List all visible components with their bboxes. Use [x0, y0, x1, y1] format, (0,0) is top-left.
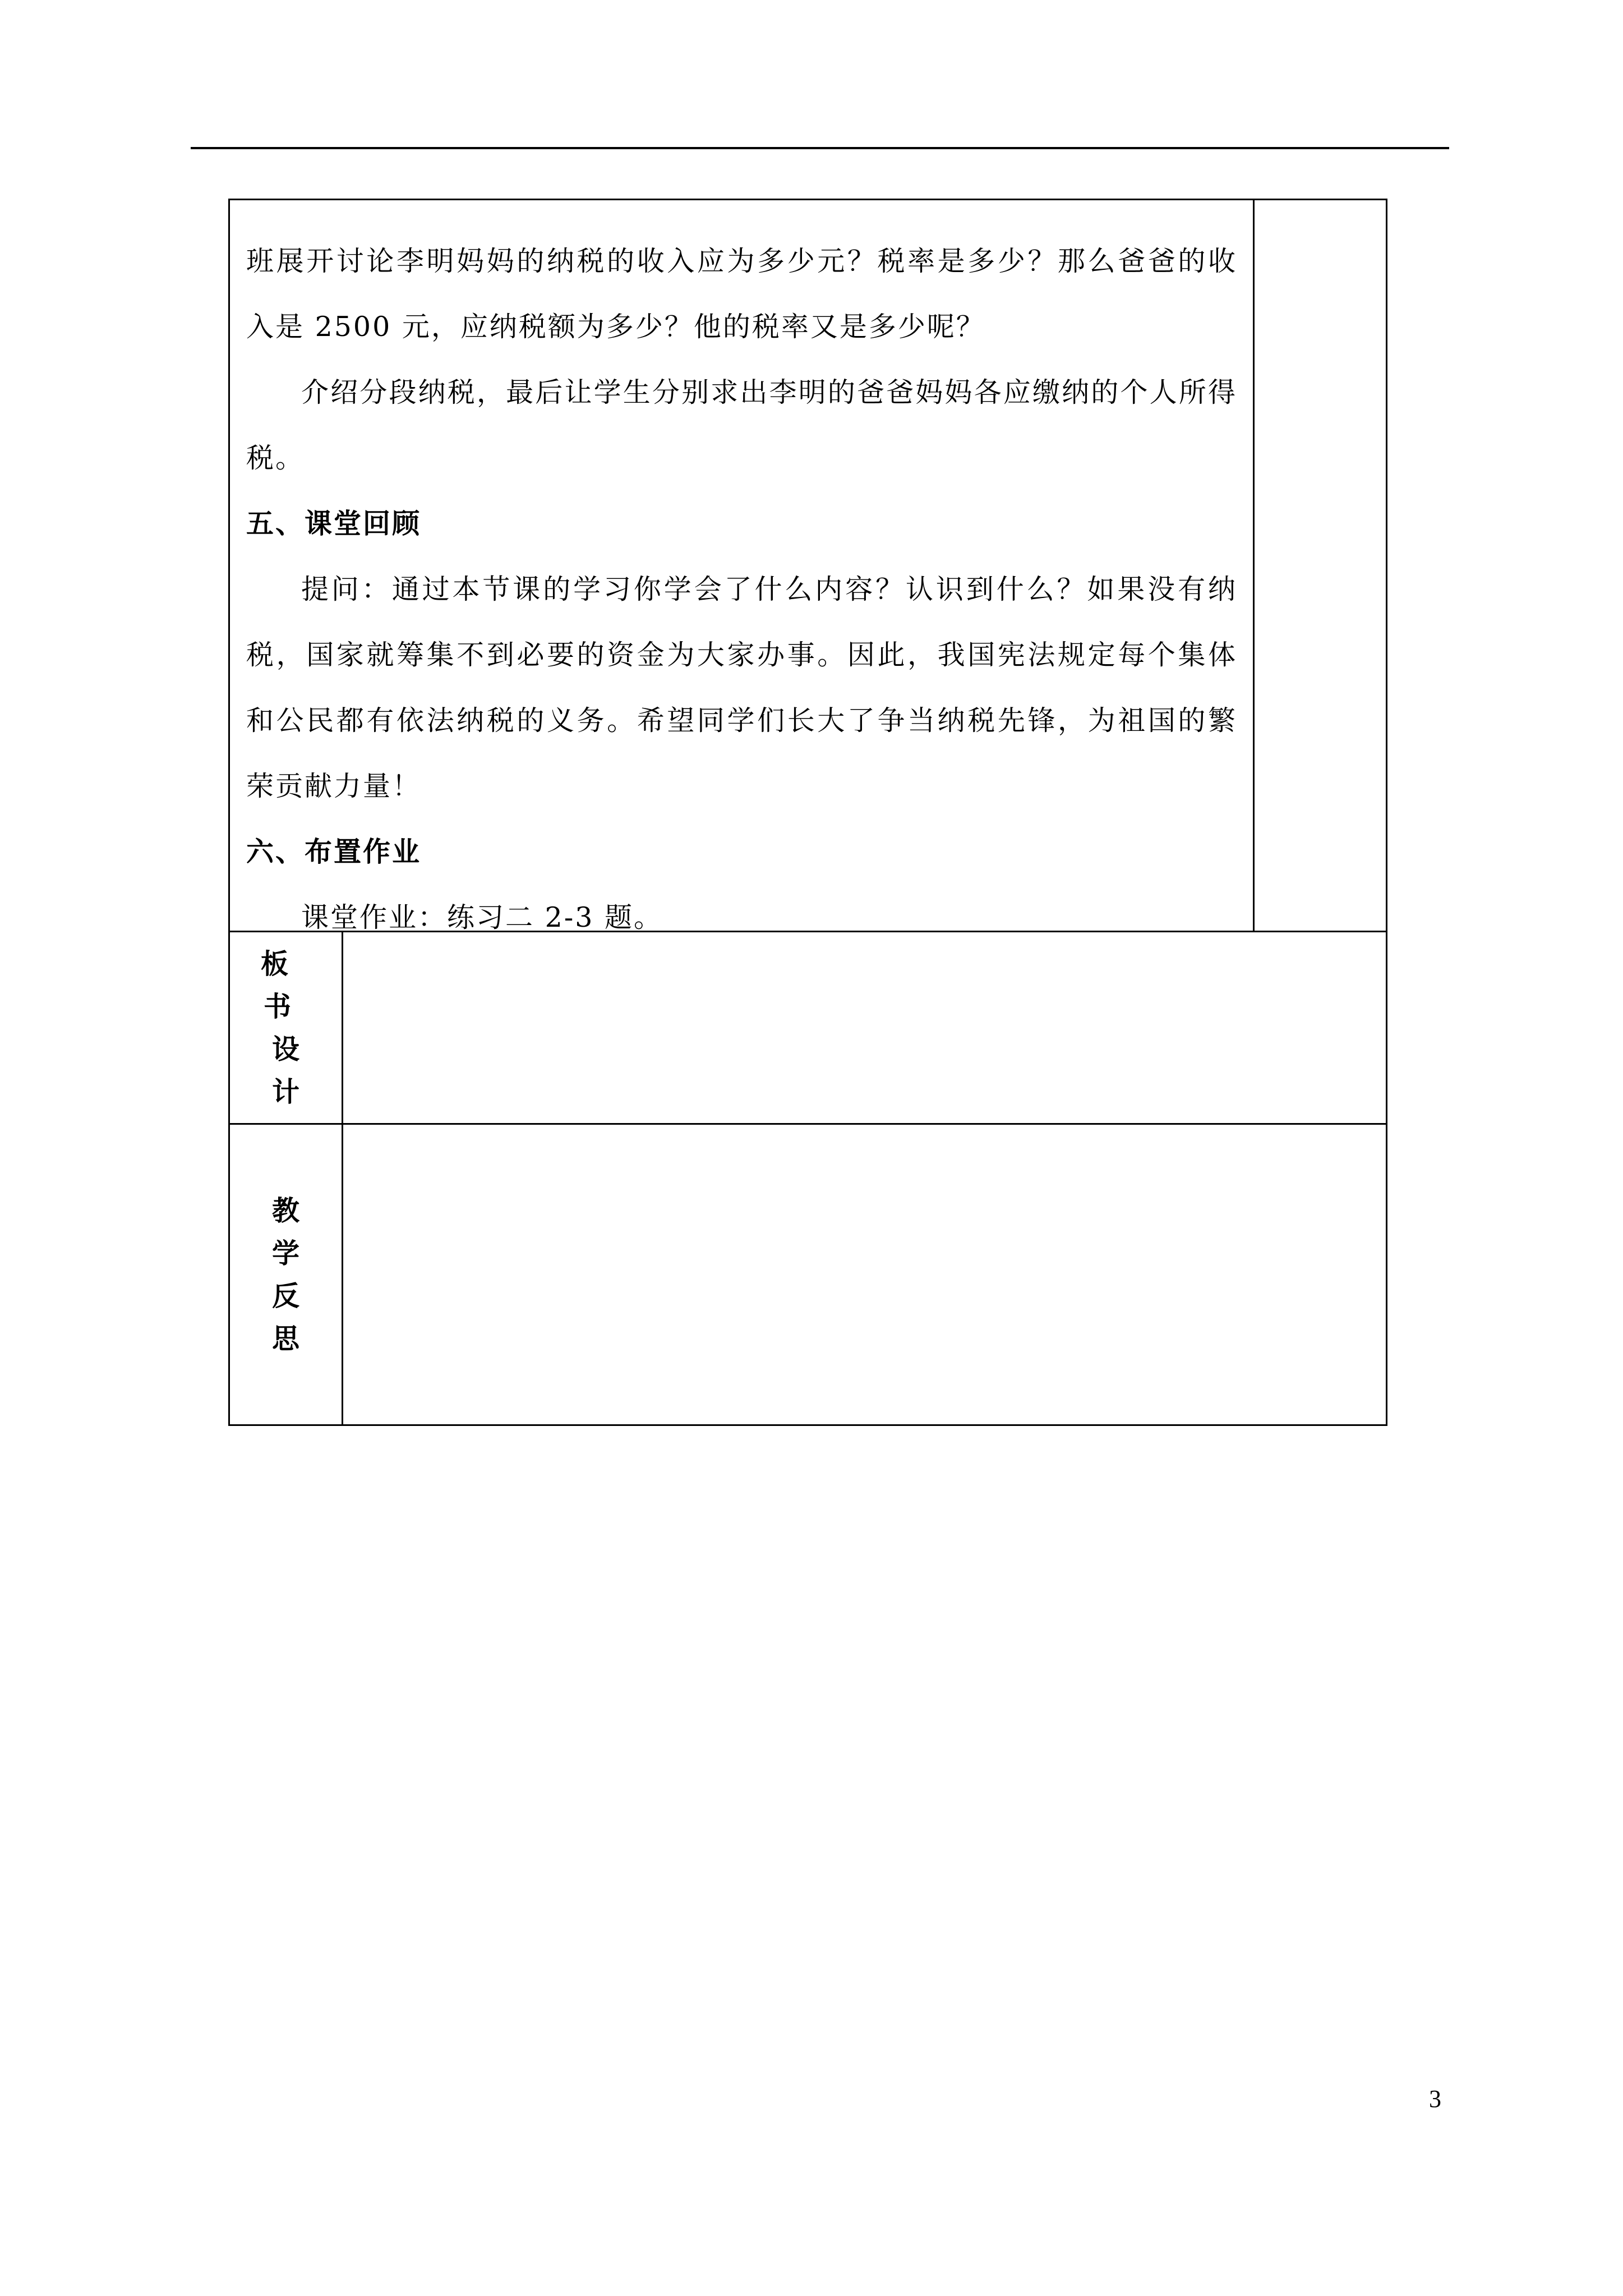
board-design-content [343, 932, 1387, 1124]
page-number: 3 [1429, 2085, 1441, 2113]
section-homework-text: 课堂作业：练习二 2-3 题。 [301, 901, 663, 933]
section-review-heading: 五、课堂回顾 [246, 507, 422, 540]
tax-intro-paragraph: 介绍分段纳税，最后让学生分别求出李明的爸爸妈妈各应缴纳的个人所得税。 [246, 376, 1238, 474]
reflection-label [229, 1124, 343, 1425]
reflection-char: 思 [271, 1322, 299, 1355]
board-design-label [229, 932, 343, 1124]
reflection-char: 反 [271, 1280, 299, 1312]
board-design-char: 设 [271, 1033, 299, 1065]
reflection-row [229, 1124, 1387, 1425]
section-homework-heading: 六、布置作业 [246, 835, 422, 868]
reflection-char: 教 [271, 1194, 299, 1227]
board-design-char: 书 [263, 990, 291, 1023]
lesson-plan-table [228, 199, 1387, 1426]
board-design-char: 计 [271, 1075, 299, 1108]
discussion-paragraph: 班展开讨论李明妈妈的纳税的收入应为多少元？税率是多少？那么爸爸的收入是 2500 元，应纳税额为多少？他的税率又是多少呢？ [246, 245, 1238, 343]
board-design-char: 板 [260, 947, 288, 980]
notes-cell [1254, 200, 1387, 932]
header-rule [191, 147, 1449, 149]
lesson-content-cell [229, 200, 1254, 932]
reflection-content [343, 1124, 1387, 1425]
section-review-text: 提问：通过本节课的学习你学会了什么内容？认识到什么？如果没有纳税，国家就筹集不到必要的资金为大家办事。因此，我国宪法规定每个集体和公民都有依法纳税的义务。希望同学们长大了争当纳税先锋，为祖国的繁荣贡献力量！ [246, 573, 1238, 802]
board-design-row [229, 932, 1387, 1124]
content-row [229, 200, 1387, 932]
reflection-char: 学 [271, 1237, 299, 1269]
